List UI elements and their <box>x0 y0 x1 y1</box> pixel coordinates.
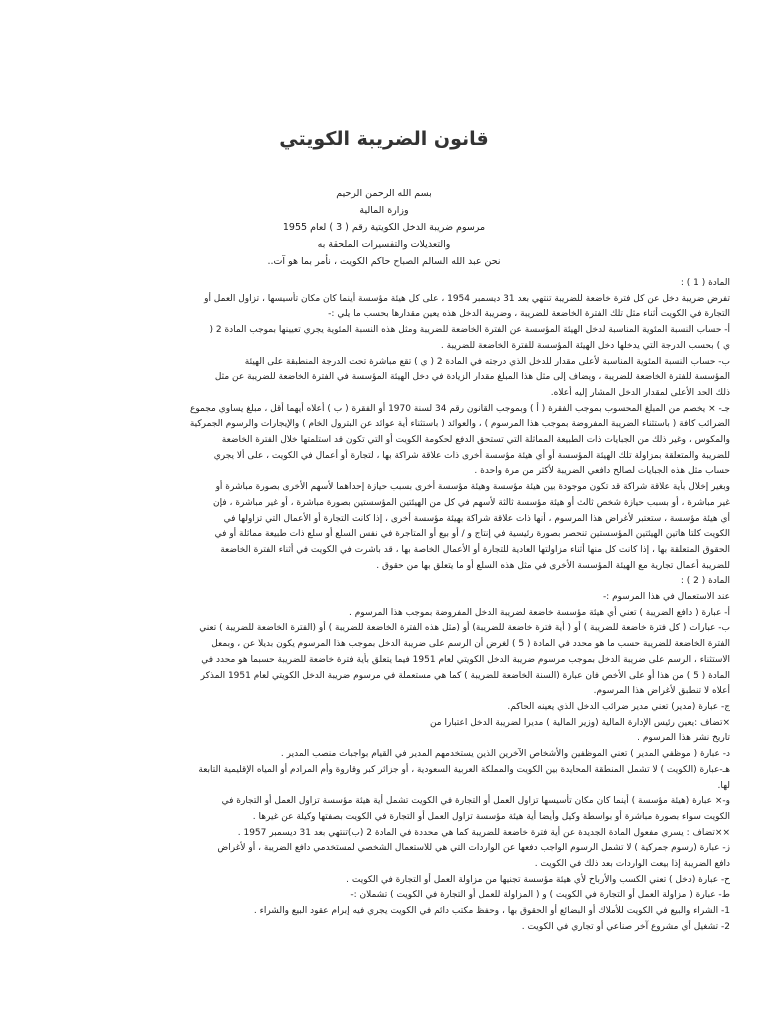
body-line: ×تضاف :يعين رئيس الإدارة المالية (وزير المالية ) مديرا لضريبة الدخل اعتبارا من <box>429 717 730 728</box>
document-title: قانون الضريبة الكويتي <box>279 128 489 150</box>
body-line: حساب مثل هذه الجبايات لصالح دافعي الضريبة لأكثر من مرة واحدة . <box>474 466 730 477</box>
body-line: المادة ( 2 ) : <box>680 576 730 587</box>
body-line: للضريبة والمتعلقة بمزاولة تلك الهيئة المؤسسة أو أي هيئة مؤسسة أخرى ذات علاقة شراكة بها ، لتجارة أو أعمال في الكويت ، على ألا يجري <box>213 450 730 461</box>
body-line: الكويت كلتا هاتين الهيئتين المؤسستين تنحصر بصورة رئيسية في إنتاج و / أو بيع أو المتاجرة في نفس السلع أو سلع ذات طبيعة مماثلة أو في <box>214 529 730 540</box>
body-line: الفترة الخاضعة للضريبة حسب ما هو محدد في المادة ( 5 ) لغرض أن الرسم على ضريبة الدخل بموجب هذا المرسوم يكون بديلا عن ، وبمعل <box>211 639 730 650</box>
body-line: المؤسسة للفترة الخاضعة للضريبة ، ويضاف إلى مثل هذا المبلغ مقدار الزيادة في دخل الهيئة المؤسسة في الفترة الخاضعة للضريبة عن مثل <box>214 372 730 383</box>
body-line: جـ- × يخصم من المبلغ المحسوب بموجب الفقرة ( أ ) وبموجب القانون رقم 34 لسنة 1970 أو الفقرة ( ب ) أعلاه أيهما أقل ، مبلغ يساوي مجموع <box>189 403 730 414</box>
body-line: تفرض ضريبة دخل عن كل فترة خاضعة للضريبة تنتهي بعد 31 ديسمبر 1954 ، على كل هيئة مؤسسة أينما كان مكان تأسيسها ، تزاول العمل أو <box>204 293 730 304</box>
body-line: الحقوق المتعلقة بها ، إذا كانت كل منها أثناء مزاولتها العادية للتجارة أو الأعمال الخاصة بها ، قد باشرت في الكويت في أثناء الفترة الخاضعة <box>220 544 730 555</box>
body-line: وبغير إخلال بأية علاقة شراكة قد تكون موجودة بين هيئة مؤسسة وهيئة مؤسسة أخرى بسبب حيازة إحداهما لأسهم الأخرى بصورة مباشرة أو <box>215 482 730 493</box>
body-line: ي ) بحسب الدرجة التي يدخلها دخل الهيئة المؤسسة للفترة الخاضعة للضريبة . <box>440 340 730 351</box>
header-line: بسم الله الرحمن الرحيم <box>336 188 432 199</box>
header-line: وزارة المالية <box>359 205 409 216</box>
body-line: للضريبة أعمال تجارية مع الهيئة المؤسسة الأخرى في مثل هذه السلع أو ما يتعلق بها من حقوق . <box>376 560 730 571</box>
body-line: د- عبارة ( موظفي المدير ) تعني الموظفين والأشخاص الآخرين الذين يستخدمهم المدير في القيام بواجبات منصب المدير . <box>280 749 730 760</box>
document-header <box>0 185 768 270</box>
body-line: الضرائب كافة ( باستثناء الضريبة المفروضة بموجب هذا المرسوم ) ، والعوائد ( باستثناء أية عوائد عن البترول الخام ) والإيجارات والرسوم الجمركية <box>189 419 730 430</box>
header-line: نحن عبد الله السالم الصباح حاكم الكويت ، نأمر بما هو آت.. <box>267 256 501 267</box>
body-line: أعلاه لا تنطبق لأغراض هذا المرسوم. <box>593 686 730 697</box>
body-line: المادة ( 5 ) من هذا أو على الأخص فان عبارة (السنة الخاضعة للضريبة ) كما هي مستعملة في مرسوم ضريبة الدخل الكويتي لعام 1951 المذكر <box>200 670 730 681</box>
body-line: ح- عبارة (دخل ) تعني الكسب والأرباح لأي هيئة مؤسسة تجنيها من مزاولة العمل أو التجارة في الكويت . <box>346 874 730 885</box>
body-line: ط- عبارة ( مزاولة العمل أو التجارة في الكويت ) و ( المزاولة للعمل أو التجارة في الكويت ) تشملان :- <box>350 890 730 901</box>
body-line: أ- عبارة ( دافع الضريبة ) تعني أي هيئة مؤسسة خاضعة لضريبة الدخل المفروضة بموجب هذا المرسوم . <box>349 607 730 618</box>
header-line: والتعديلات والتفسيرات الملحقة به <box>317 239 451 250</box>
body-line: أي هيئة مؤسسة ، ستعتبر لأغراض هذا المرسوم ، أنها ذات علاقة شراكة بهيئة مؤسسة أخرى ، إذا كانت التجارة أو الأعمال التي تزاولها في <box>223 513 730 524</box>
document-body <box>40 276 730 936</box>
body-line: عند الاستعمال في هذا المرسوم :- <box>602 592 730 603</box>
body-line: تاريخ نشر هذا المرسوم . <box>637 733 730 744</box>
body-line: لها. <box>717 780 730 791</box>
body-line: ب- عبارات ( كل فترة خاضعة للضريبة ) أو ( أية فترة خاضعة للضريبة) أو (مثل هذه الفترة الخاضعة للضريبة ) أو (الفترة الخاضعة للضريبة ) تعني <box>199 623 730 634</box>
body-line: المادة ( 1 ) : <box>680 278 730 288</box>
body-line: ج- عبارة (مدير) تعني مدير ضرائب الدخل الذي يعينه الحاكم. <box>507 701 730 712</box>
body-line: الاستثناء ، الرسم على ضريبة الدخل بموجب مرسوم ضريبة الدخل الكويتي لعام 1951 فيما يتعلق بأية فترة خاضعة للضريبة حسبما هو محدد في <box>201 654 730 665</box>
body-line: أ- حساب النسبة المئوية المناسبة لدخل الهيئة المؤسسة عن الفترة الخاضعة للضريبة ومثل هذه النسبة المئوية يجري تعيينها بموجب المادة 2 ( <box>209 325 730 336</box>
body-line: 1- الشراء والبيع في الكويت للأملاك أو البضائع أو الحقوق بها ، وحفظ مكتب دائم في الكويت يجري فيه إبرام عقود البيع والشراء . <box>253 906 730 917</box>
body-line: ذلك الحد الأعلى لمقدار الدخل المشار إليه أعلاه. <box>550 387 730 398</box>
body-line: ××تضاف : يسري مفعول المادة الجديدة عن أية فترة خاضعة للضريبة كما هي محددة في المادة 2 (ب)تنتهي بعد 31 ديسمبر 1957 . <box>237 827 730 838</box>
body-line: و-× عبارة (هيئة مؤسسة ) أينما كان مكان تأسيسها تزاول العمل أو التجارة في الكويت تشمل أية هيئة مؤسسة تزاول العمل أو التجارة في <box>221 796 730 807</box>
body-line: الكويت سواء بصورة مباشرة أو بواسطة وكيل وأيضا أية هيئة مؤسسة تزاول العمل أو التجارة في الكويت بصفتها وكيلة عن غيرها . <box>252 811 730 822</box>
body-line: هـ-عبارة (الكويت ) لا تشمل المنطقة المحايدة بين الكويت والمملكة العربية السعودية ، أو جزائر كبر وقاروة وأم المرادم أو المياه الإقليمية التابعة <box>198 764 730 775</box>
body-line: ب- حساب النسبة المئوية المناسبة لأعلى مقدار للدخل الذي درجته في المادة 2 ( ي ) تقع مباشرة تحت الدرجة المنطبقة على الهيئة <box>244 356 730 367</box>
body-line: غير مباشرة ، أو بسبب حيازة شخص ثالث أو هيئة مؤسسة ثالثة لأسهم في كل من الهيئتين المؤسستين بصورة مباشرة ، أو غير مباشرة ، فإن <box>213 497 730 508</box>
header-line: مرسوم ضريبة الدخل الكويتية رقم ( 3 ) لعام 1955 <box>282 222 486 233</box>
body-line: والمكوس ، وغير ذلك من الجبايات ذات الطبيعة المماثلة التي تستحق الدفع لحكومة الكويت أو التي تكون قد استلمتها خلال الفترة الخاضعة <box>221 435 730 446</box>
body-line: ز- عبارة (رسوم جمركية ) لا تشمل الرسوم الواجب دفعها عن الواردات التي هي للاستعمال الشخصي لمستخدمي دافع الضريبة ، أو لأغراض <box>217 843 730 854</box>
body-line: التجارة في الكويت أثناء مثل تلك الفترة الخاضعة للضريبة ، وضريبة الدخل هذه يعين مقدارها بحسب ما يلي :- <box>328 309 730 320</box>
body-line: 2- تشغيل أي مشروع آخر صناعي أو تجاري في الكويت . <box>521 921 730 932</box>
body-line: دافع الضريبة إذا بيعت الواردات بعد ذلك في الكويت . <box>534 859 730 870</box>
